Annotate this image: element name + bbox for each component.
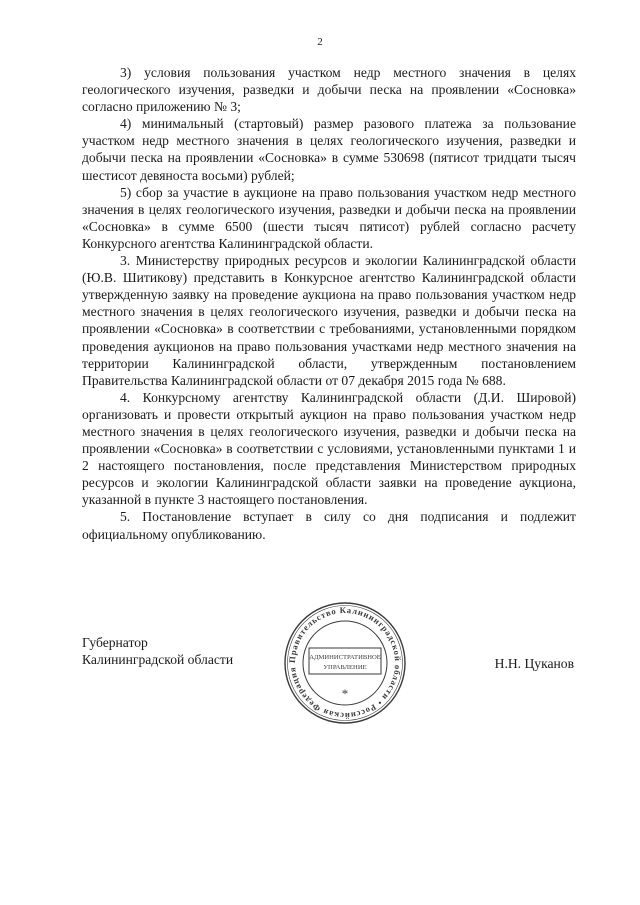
seal-center-line1: АДМИНИСТРАТИВНОЕ bbox=[309, 654, 381, 661]
document-body bbox=[82, 64, 576, 543]
official-seal bbox=[282, 600, 408, 726]
paragraph-item-4: 4) минимальный (стартовый) размер разового платежа за пользование участком недр местного значения в целях геологического изучения, разведки и добычи песка на проявлении «Сосновка» в сумме 530698 (пятисот тридцати тысяч шестисот девяноста восьми) рублей; bbox=[82, 116, 576, 183]
paragraph-section-3: 3. Министерству природных ресурсов и экологии Калининградской области (Ю.В. Шитикову) представить в Конкурсное агентство Калининградской области утвержденную заявку на проведение аукциона на право пользования участком недр местного значения в целях геологического изучения, разведки и добычи песка на проявлении «Сосновка» в соответствии с требованиями, установленными порядком проведения аукционов на право пользования участками недр местного значения на территории Калининградской области, утвержденным постановлением Правительства Калининградской области от 07 декабря 2015 года № 688. bbox=[82, 253, 576, 388]
seal-star: * bbox=[341, 686, 349, 701]
paragraph-item-5: 5) сбор за участие в аукционе на право пользования участком недр местного значения в целях геологического изучения, разведки и добычи песка на проявлении «Сосновка» в сумме 6500 (шести тысяч пятисот) рублей согласно расчету Конкурсного агентства Калининградской области. bbox=[82, 184, 576, 251]
signer-position bbox=[82, 634, 233, 668]
signer-position-line2: Калининградской области bbox=[82, 652, 234, 667]
seal-center-line2: УПРАВЛЕНИЕ bbox=[323, 664, 367, 671]
signer-name: Н.Н. Цуканов bbox=[494, 656, 574, 671]
seal-ring-text-path: Правительство Калининградской области • Российская Федерация bbox=[286, 604, 404, 722]
paragraph-section-4: 4. Конкурсному агентству Калининградской области (Д.И. Шировой) организовать и провести открытый аукцион на право пользования участком недр местного значения в целях геологического изучения, разведки и добычи песка на проявлении «Сосновка» в соответствии с условиями, установленными пунктами 1 и 2 настоящего постановления, после представления Министерством природных ресурсов и экологии Калининградской области заявки на проведение аукциона, указанной в пункте 3 настоящего постановления. bbox=[82, 389, 576, 508]
paragraph-section-5: 5. Постановление вступает в силу со дня подписания и подлежит официальному опубликованию. bbox=[82, 509, 576, 542]
seal-ink bbox=[285, 603, 405, 723]
signer-position-line1: Губернатор bbox=[82, 635, 148, 650]
paragraph-item-3: 3) условия пользования участком недр местного значения в целях геологического изучения, разведки и добычи песка на проявлении «Сосновка» согласно приложению № 3; bbox=[82, 65, 576, 115]
page-number: 2 bbox=[317, 36, 323, 48]
